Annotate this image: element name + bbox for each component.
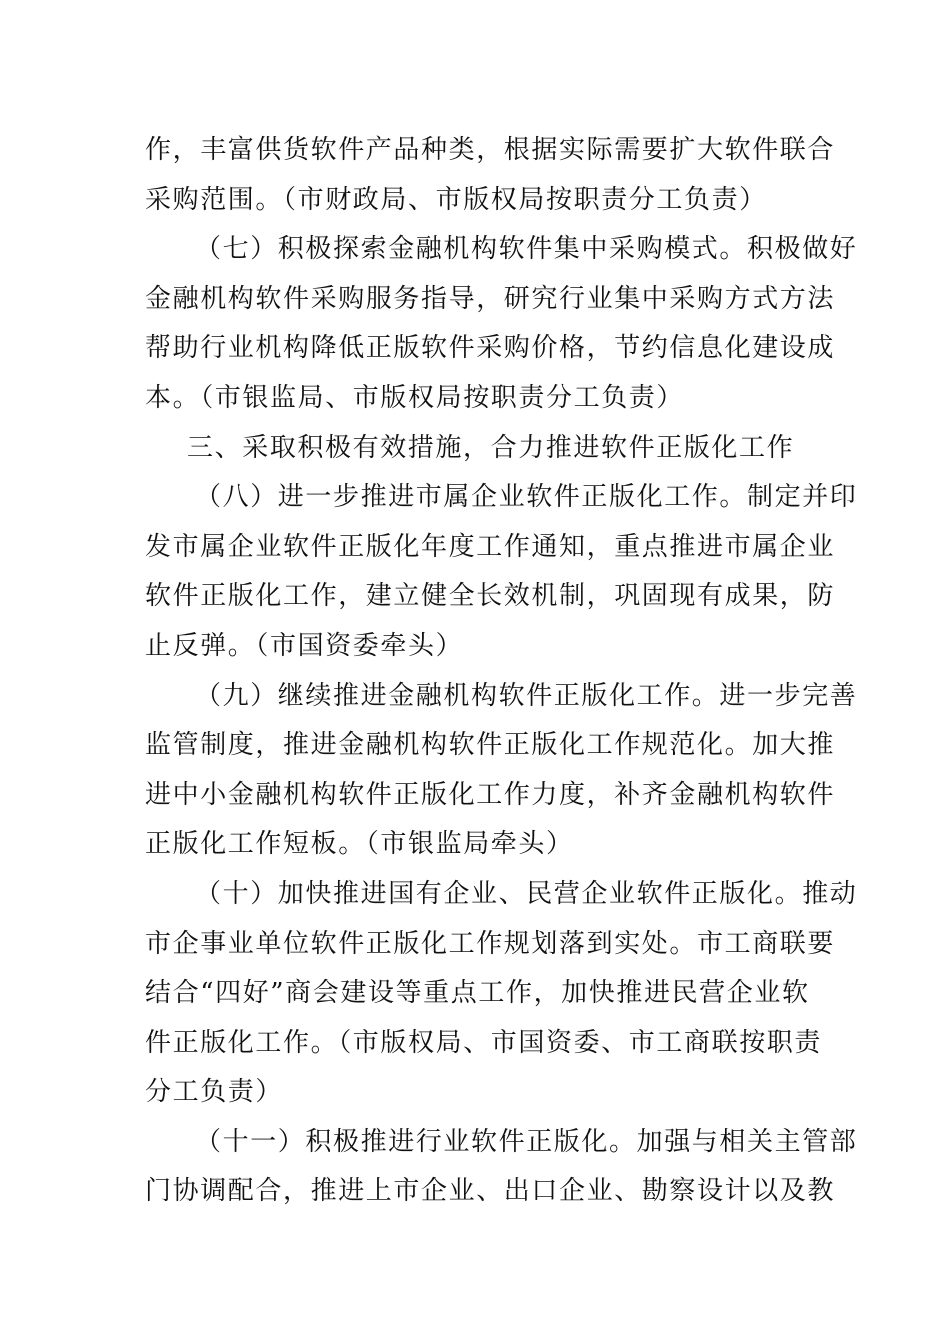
text-line: 金融机构软件采购服务指导，研究行业集中采购方式方法 xyxy=(145,283,836,314)
paragraph-start-line: （九）继续推进金融机构软件正版化工作。进一步完善 xyxy=(195,680,858,711)
text-line: 进中小金融机构软件正版化工作力度，补齐金融机构软件 xyxy=(145,779,836,810)
section-heading: 三、采取积极有效措施，合力推进软件正版化工作 xyxy=(187,432,795,463)
text-line: 本。（市银监局、市版权局按职责分工负责） xyxy=(145,382,685,413)
text-line: 采购范围。（市财政局、市版权局按职责分工负责） xyxy=(145,184,767,215)
text-line: 门协调配合，推进上市企业、出口企业、勘察设计以及教 xyxy=(145,1176,836,1207)
text-line: 软件正版化工作，建立健全长效机制，巩固现有成果，防 xyxy=(145,581,836,612)
paragraph-start-line: （七）积极探索金融机构软件集中采购模式。积极做好 xyxy=(195,234,858,265)
text-line: 正版化工作短板。（市银监局牵头） xyxy=(145,829,574,860)
text-line: 作，丰富供货软件产品种类，根据实际需要扩大软件联合 xyxy=(145,135,836,165)
text-line: 帮助行业机构降低正版软件采购价格，节约信息化建设成 xyxy=(145,333,836,364)
paragraph-start-line: （十）加快推进国有企业、民营企业软件正版化。推动 xyxy=(195,878,858,909)
text-line: 分工负责） xyxy=(145,1077,284,1108)
paragraph-start-line: （八）进一步推进市属企业软件正版化工作。制定并印 xyxy=(195,482,858,513)
text-line: 止反弹。（市国资委牵头） xyxy=(145,630,464,661)
text-line: 发市属企业软件正版化年度工作通知，重点推进市属企业 xyxy=(145,531,836,562)
text-line: 结合“四好”商会建设等重点工作，加快推进民营企业软 xyxy=(145,978,810,1009)
paragraph-start-line: （十一）积极推进行业软件正版化。加强与相关主管部 xyxy=(195,1126,858,1157)
text-line: 市企事业单位软件正版化工作规划落到实处。市工商联要 xyxy=(145,928,836,959)
text-line: 件正版化工作。（市版权局、市国资委、市工商联按职责 xyxy=(145,1027,823,1058)
document-body xyxy=(145,126,858,1217)
text-line: 监管制度，推进金融机构软件正版化工作规范化。加大推 xyxy=(145,730,836,761)
